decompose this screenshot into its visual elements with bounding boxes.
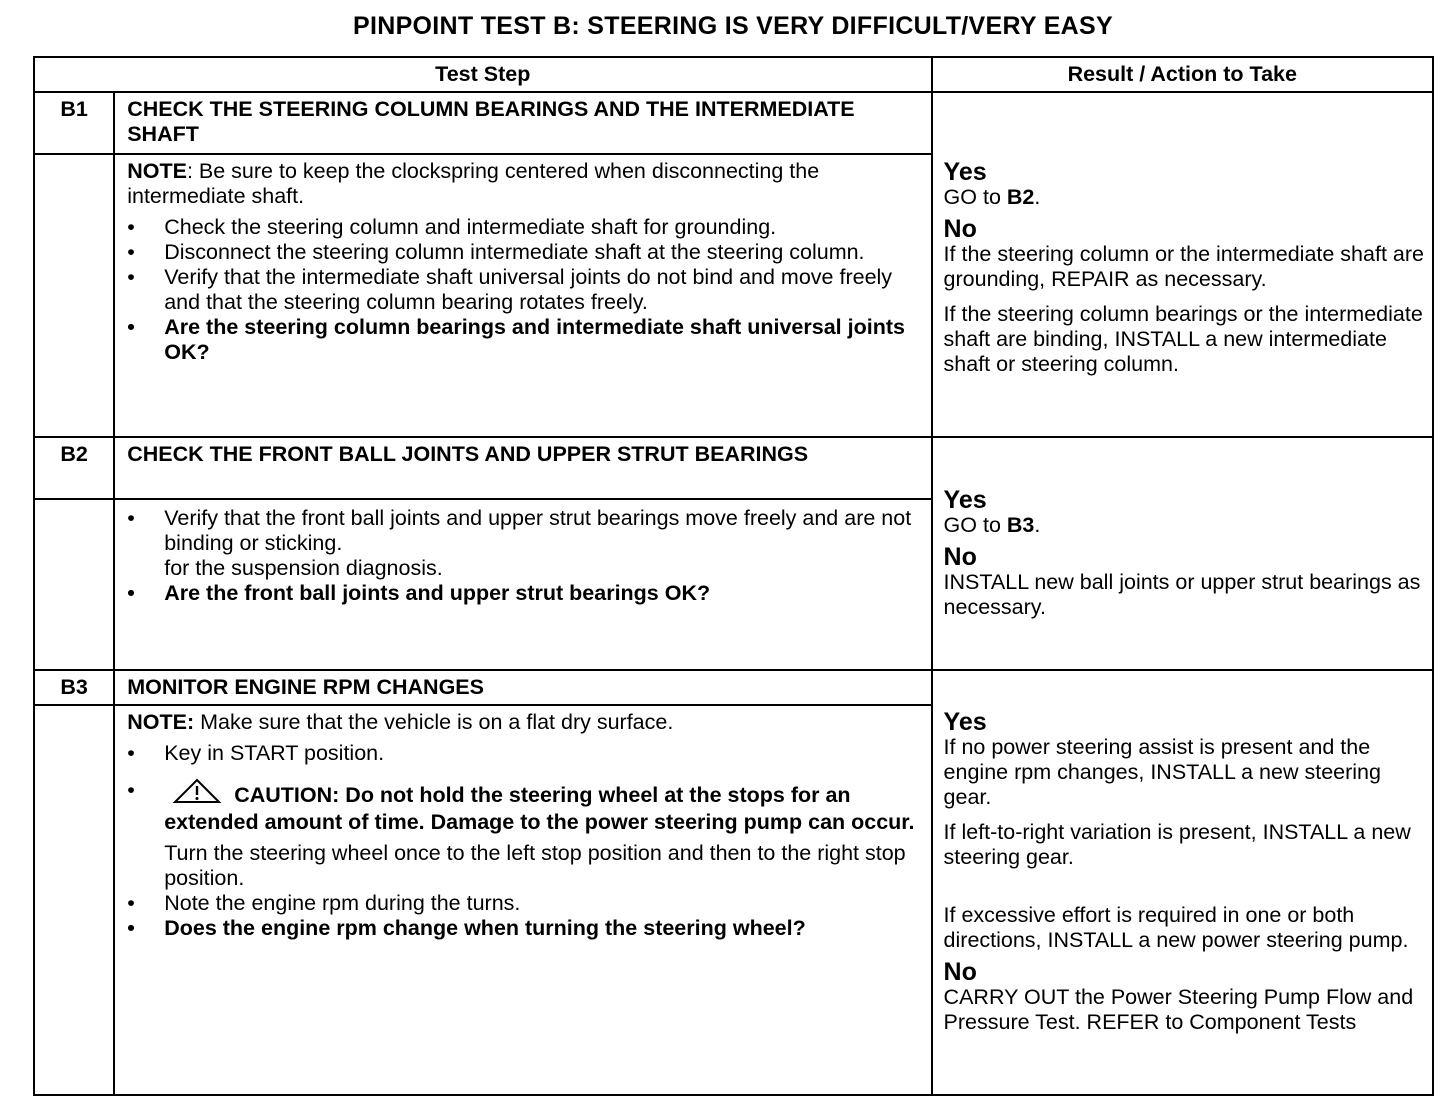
no-action: INSTALL new ball joints or upper strut bearings as necessary. (943, 570, 1421, 619)
step-b2-result (932, 437, 1433, 670)
step-b2-bullets (127, 506, 920, 606)
note-text: : Be sure to keep the clockspring centered when disconnecting the intermediate shaft. (127, 159, 820, 208)
step-question: • Are the front ball joints and upper strut bearings OK? (127, 581, 711, 605)
note-text: Make sure that the vehicle is on a flat dry surface. (194, 710, 674, 734)
no-label: No (943, 215, 977, 243)
yes-label: Yes (943, 158, 987, 186)
step-b2-title-row (34, 437, 1433, 499)
yes-action-3: If excessive effort is required in one or both directions, INSTALL a new power steering pump. (943, 903, 1409, 952)
step-b1-body (114, 154, 931, 437)
step-id: B2 (34, 437, 114, 499)
step-b1-title-row (34, 92, 1433, 154)
no-label: No (943, 958, 977, 986)
list-item: • Note the engine rpm during the turns. (127, 891, 521, 915)
step-b3-title-row (34, 670, 1433, 705)
step-id-spacer (34, 499, 114, 670)
step-question: • Does the engine rpm change when turning the steering wheel? (127, 916, 806, 940)
note-label: NOTE (127, 159, 187, 183)
step-b1-result (932, 92, 1433, 437)
no-action-1: If the steering column or the intermediate shaft are grounding, REPAIR as necessary. (943, 242, 1424, 291)
no-action-2: If the steering column bearings or the intermediate shaft are binding, INSTALL a new intermediate shaft or steering column. (943, 302, 1423, 376)
list-item: • Check the steering column and intermediate shaft for grounding. (127, 215, 777, 239)
yes-label: Yes (943, 708, 987, 736)
yes-action-1: If no power steering assist is present and the engine rpm changes, INSTALL a new steering gear. (943, 735, 1381, 809)
step-id-spacer (34, 154, 114, 437)
caution-item: • CAUTION: Do not hold the steering wheel at the stops for an extended amount of time. Damage to the power steering pump can occur. Turn the steering wheel once to the left stop position and then to the right stop position. (127, 778, 920, 891)
step-title: CHECK THE FRONT BALL JOINTS AND UPPER STRUT BEARINGS (114, 437, 931, 499)
step-b1-bullets (127, 215, 920, 365)
pinpoint-test-table (33, 56, 1434, 1096)
step-question: • Are the steering column bearings and intermediate shaft universal joints OK? (127, 315, 905, 364)
list-item: • Disconnect the steering column intermediate shaft at the steering column. (127, 240, 865, 264)
step-b2-body (114, 499, 931, 670)
warning-triangle-icon (172, 778, 222, 810)
step-reference-link[interactable]: B2 (1006, 185, 1035, 209)
header-test-step: Test Step (34, 57, 932, 92)
no-action: CARRY OUT the Power Steering Pump Flow and Pressure Test. REFER to Component Tests (943, 985, 1414, 1034)
step-id-spacer (34, 705, 114, 1095)
note (127, 159, 920, 209)
yes-label: Yes (943, 486, 987, 514)
step-id: B3 (34, 670, 114, 705)
yes-action: GO to B3. (943, 513, 1041, 537)
step-b3-body (114, 705, 931, 1095)
caution-subtext: Turn the steering wheel once to the left stop position and then to the right stop position. (164, 841, 906, 890)
caution-text: CAUTION: Do not hold the steering wheel at the stops for an extended amount of time. Damage to the power steering pump can occur. (164, 783, 915, 834)
yes-action-2: If left-to-right variation is present, INSTALL a new steering gear. (943, 820, 1411, 869)
list-item: • Verify that the intermediate shaft universal joints do not bind and move freely and that the steering column bearing rotates freely. (127, 265, 893, 314)
page-title: PINPOINT TEST B: STEERING IS VERY DIFFICULT/VERY EASY (353, 12, 1113, 40)
step-id: B1 (34, 92, 114, 154)
yes-action: GO to B2. (943, 185, 1041, 209)
list-item: • Verify that the front ball joints and upper strut bearings move freely and are not binding or sticking. for the suspension diagnosis. (127, 506, 920, 581)
step-b3-bullets (127, 741, 920, 941)
step-title: CHECK THE STEERING COLUMN BEARINGS AND THE INTERMEDIATE SHAFT (114, 92, 931, 154)
bullet-subtext: for the suspension diagnosis. (164, 556, 443, 580)
table-header-row (34, 57, 1433, 92)
note (127, 710, 920, 735)
header-result: Result / Action to Take (932, 57, 1433, 92)
step-b3-result (932, 670, 1433, 1095)
step-reference-link[interactable]: B3 (1006, 513, 1035, 537)
no-label: No (943, 543, 977, 571)
step-title: MONITOR ENGINE RPM CHANGES (114, 670, 931, 705)
list-item: • Key in START position. (127, 741, 385, 765)
note-label: NOTE: (127, 710, 195, 734)
